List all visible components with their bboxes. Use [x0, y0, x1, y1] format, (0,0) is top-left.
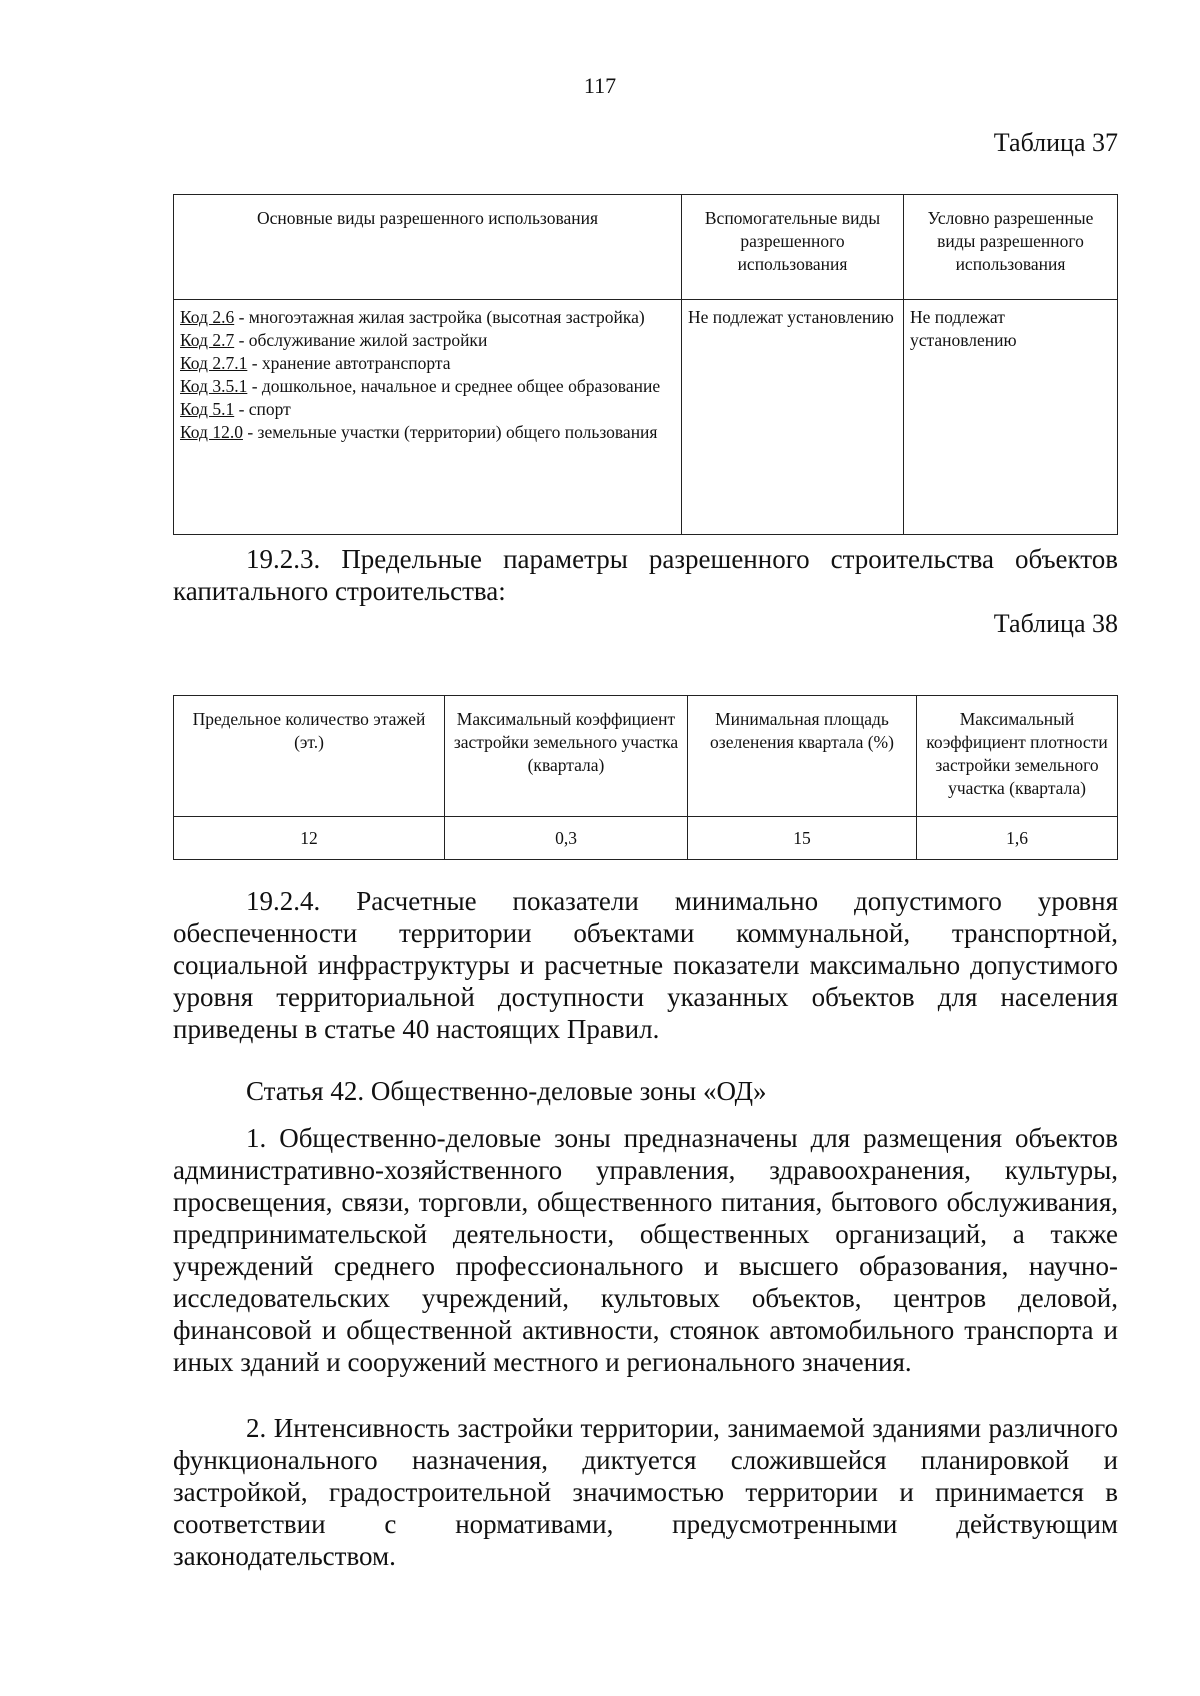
- code-link[interactable]: Код 2.7: [180, 330, 235, 350]
- header-greening-area: Минимальная площадь озеленения квартала (%): [688, 696, 917, 817]
- use-item: Код 5.1 - спорт: [180, 399, 291, 419]
- article-42-title: Статья 42. Общественно-деловые зоны «ОД»: [246, 1076, 767, 1106]
- use-item: Код 2.6 - многоэтажная жилая застройка (высотная застройка): [180, 307, 645, 327]
- table-38-caption: Таблица 38: [993, 609, 1118, 638]
- auxiliary-uses-cell: Не подлежат установлению: [682, 300, 904, 535]
- table-38: [173, 695, 1118, 860]
- section-19-2-3: 19.2.3. Предельные параметры разрешенного строительства объектов капитального строительства:: [173, 544, 1118, 606]
- use-item: Код 3.5.1 - дошкольное, начальное и среднее общее образование: [180, 376, 661, 396]
- header-coverage-ratio: Максимальный коэффициент застройки земельного участка (квартала): [445, 696, 688, 817]
- code-link[interactable]: Код 2.6: [180, 307, 235, 327]
- code-link[interactable]: Код 5.1: [180, 399, 235, 419]
- header-auxiliary-uses: Вспомогательные виды разрешенного использования: [682, 195, 904, 300]
- value-coverage-ratio: 0,3: [445, 817, 688, 860]
- table-37-header-row: [174, 195, 1118, 300]
- code-link[interactable]: Код 12.0: [180, 422, 243, 442]
- code-link[interactable]: Код 3.5.1: [180, 376, 248, 396]
- article-42-paragraph-1: 1. Общественно-деловые зоны предназначены для размещения объектов административно-хозяйственного управления, здравоохранения, культуры, просвещения, связи, торговли, общественного питания, бытового обслуживания, предпринимательской деятельности, общественных организаций, а также учреждений среднего профессионального и высшего образования, научно-исследовательских учреждений, культовых объектов, центров деловой, финансовой и общественной активности, стоянок автомобильного транспорта и иных зданий и сооружений местного и регионального значения.: [173, 1123, 1118, 1377]
- use-item: Код 2.7.1 - хранение автотранспорта: [180, 353, 451, 373]
- table-38-values-row: [174, 817, 1118, 860]
- value-greening-area: 15: [688, 817, 917, 860]
- table-38-header-row: [174, 696, 1118, 817]
- table-37: [173, 194, 1118, 535]
- header-floors: Предельное количество этажей (эт.): [174, 696, 445, 817]
- section-19-2-4: 19.2.4. Расчетные показатели минимально допустимого уровня обеспеченности территории объектами коммунальной, транспортной, социальной инфраструктуры и расчетные показатели максимально допустимого уровня территориальной доступности указанных объектов для населения приведены в статье 40 настоящих Правил.: [173, 886, 1118, 1044]
- conditional-uses-cell: Не подлежат установлению: [904, 300, 1118, 535]
- main-uses-cell: [174, 300, 682, 535]
- header-conditional-uses: Условно разрешенные виды разрешенного использования: [904, 195, 1118, 300]
- table-37-body-row: [174, 300, 1118, 535]
- header-main-uses: Основные виды разрешенного использования: [174, 195, 682, 300]
- use-item: Код 12.0 - земельные участки (территории) общего пользования: [180, 422, 658, 442]
- value-floors: 12: [174, 817, 445, 860]
- value-density-ratio: 1,6: [917, 817, 1118, 860]
- page-number: 117: [583, 73, 617, 98]
- code-link[interactable]: Код 2.7.1: [180, 353, 248, 373]
- article-42-paragraph-2: 2. Интенсивность застройки территории, занимаемой зданиями различного функционального назначения, диктуется сложившейся планировкой и застройкой, градостроительной значимостью территории и принимается в соответствии с нормативами, предусмотренными действующим законодательством.: [173, 1413, 1118, 1571]
- header-density-ratio: Максимальный коэффициент плотности застройки земельного участка (квартала): [917, 696, 1118, 817]
- table-37-caption: Таблица 37: [993, 128, 1118, 157]
- use-item: Код 2.7 - обслуживание жилой застройки: [180, 330, 488, 350]
